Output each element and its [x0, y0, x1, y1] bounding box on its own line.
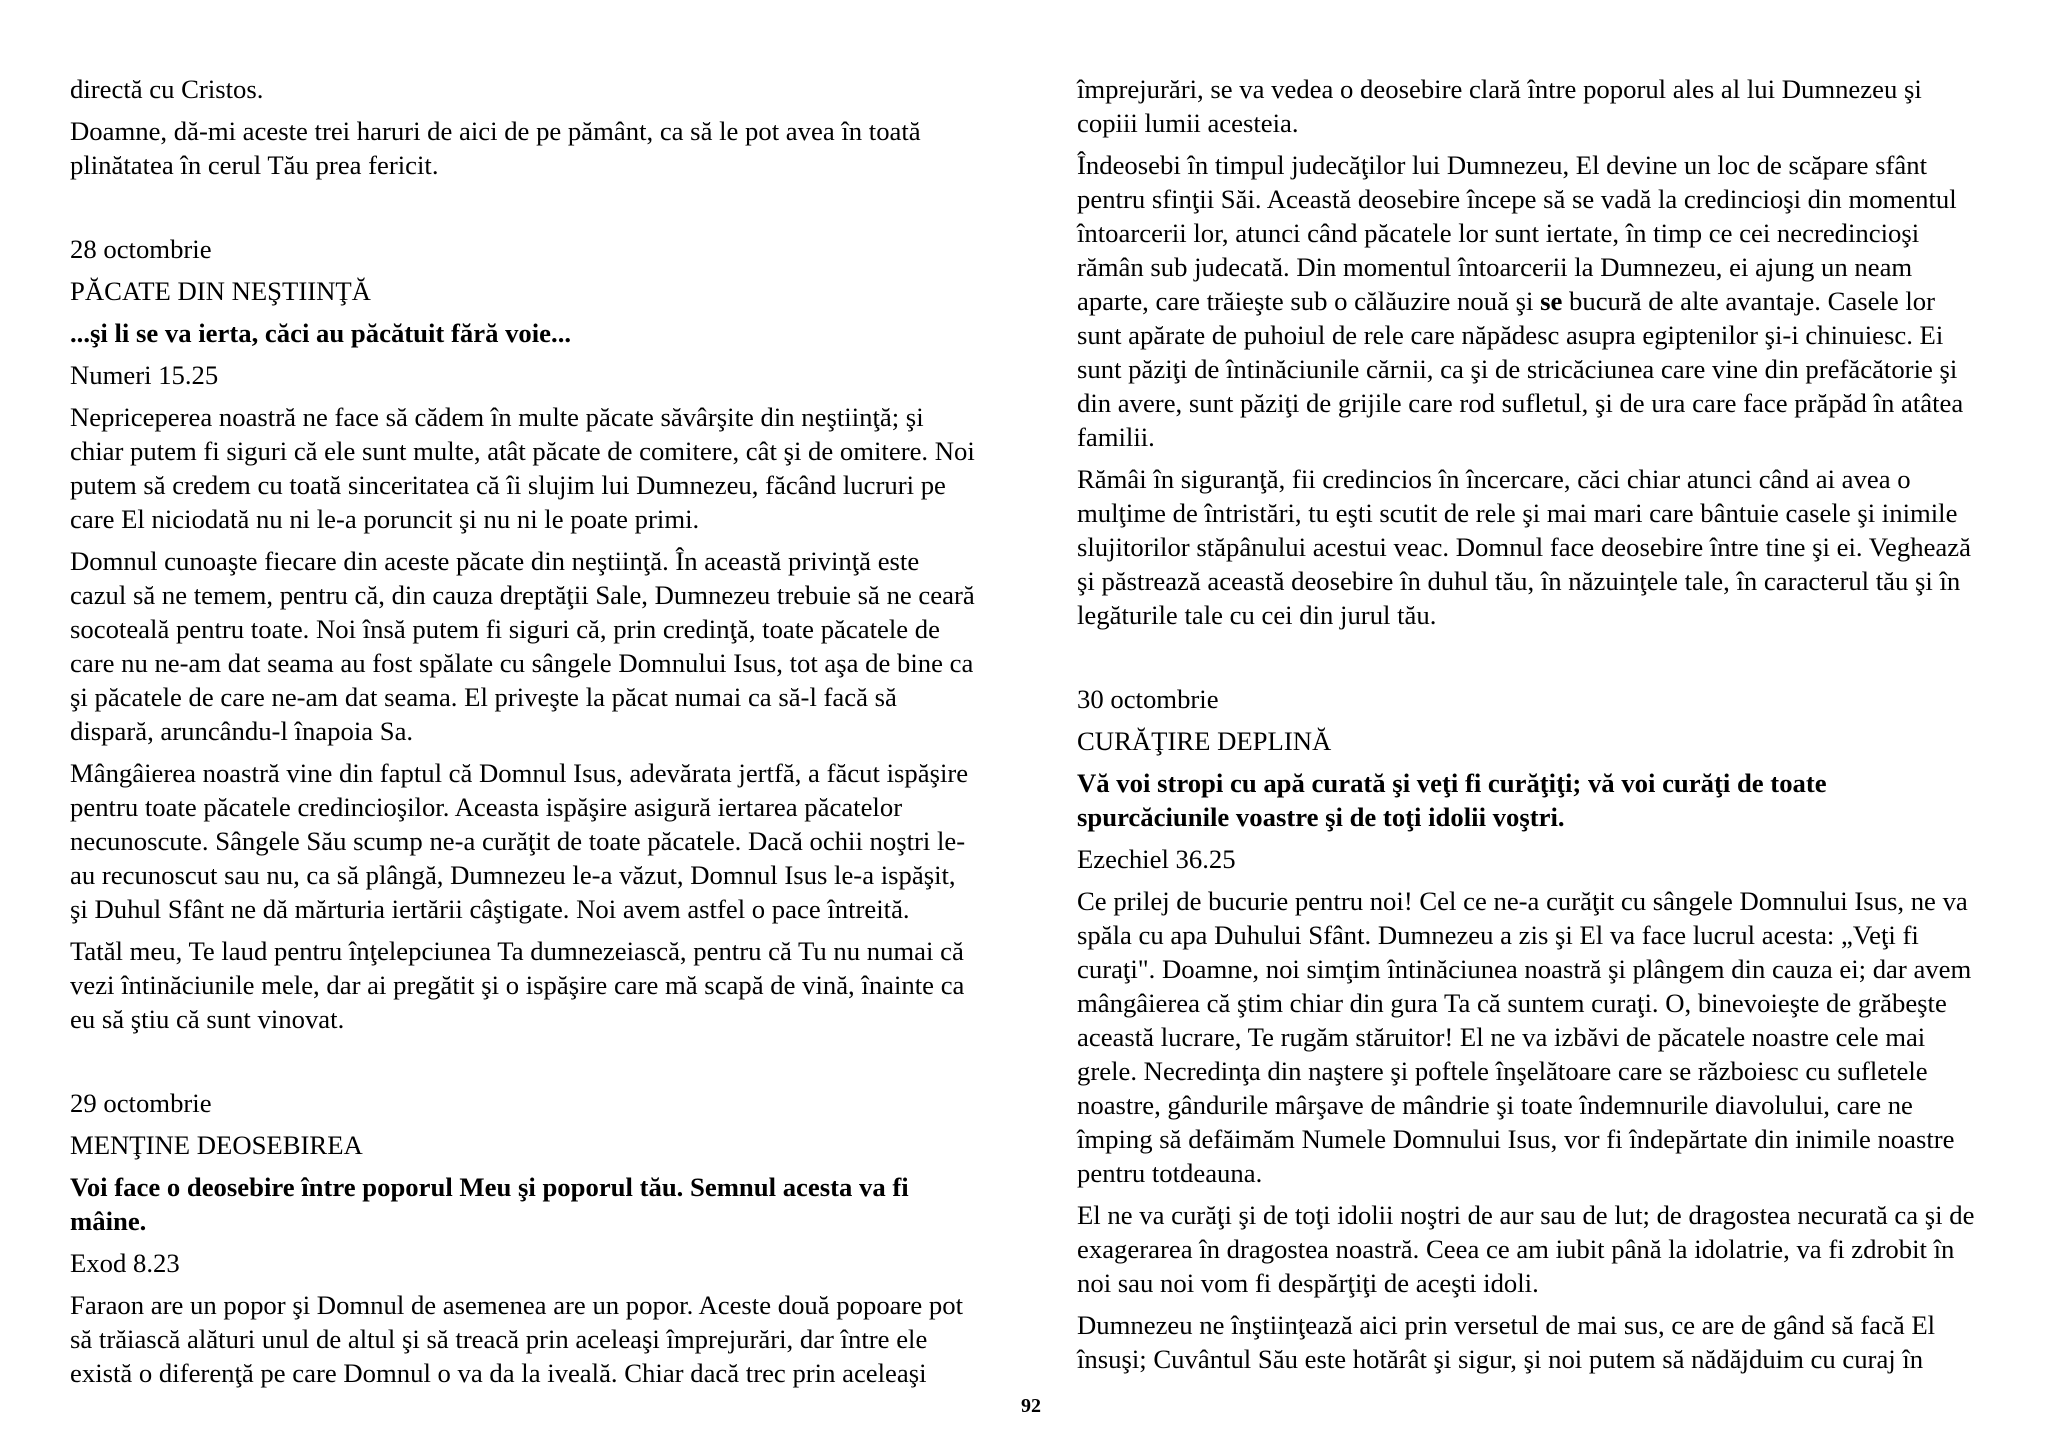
scripture-reference: Ezechiel 36.25: [1077, 844, 1236, 874]
closing-prayer: Doamne, dă-mi aceste trei haruri de aici de pe pământ, ca să le pot avea în toată plinătatea în cerul Tău prea fericit.: [70, 116, 921, 180]
body-paragraph: Dumnezeu ne înştiinţează aici prin versetul de mai sus, ce are de gând să facă El însuşi; Cuvântul Său este hotărât şi sigur, şi noi putem să nădăjduim cu curaj în: [1077, 1310, 1936, 1374]
continued-paragraph: directă cu Cristos.: [70, 74, 264, 104]
entry-date: 28 octombrie: [70, 234, 212, 264]
body-paragraph: Ce prilej de bucurie pentru noi! Cel ce ne-a curăţit cu sângele Domnului Isus, ne va spăla cu apa Duhului Sfânt. Dumnezeu a zis şi El va face lucrul acesta: „Veţi fi curaţi". Doamne, noi simţim întinăciunea noastră şi plângem din cauza ei; dar avem mângâierea că ştim chiar din gura Ta că suntem curaţi. O, binevoieşte de grăbeşte această lucrare, Te rugăm stăruitor! El ne va izbăvi de păcatele noastre cele mai grele. Necredinţa din naştere şi poftele înşelătoare care se războiesc cu sufletele noastre, gândurile mârşave de mândrie şi toate îndemnurile diavolului, care ne împing să defăimăm Numele Domnului Isus, vor fi îndepărtate din inimile noastre pentru totdeauna.: [1077, 886, 1972, 1188]
devotional-entry-30-october: [1077, 682, 2032, 1376]
entry-title: MENŢINE DEOSEBIREA: [70, 1130, 363, 1160]
scripture-verse: Vă voi stropi cu apă curată şi veţi fi curăţiţi; vă voi curăţi de toate spurcăciunile voastre şi de toţi idolii voştri.: [1077, 768, 1827, 832]
entry-date: 30 octombrie: [1077, 684, 1219, 714]
entry-title: PĂCATE DIN NEŞTIINŢĂ: [70, 276, 371, 306]
section-spacer: [70, 190, 1010, 224]
scripture-verse: Voi face o deosebire între poporul Meu şi poporul tău. Semnul acesta va fi mâine.: [70, 1172, 909, 1236]
entry-title: CURĂŢIRE DEPLINĂ: [1077, 726, 1332, 756]
emphasized-word: se: [1540, 286, 1563, 316]
section-spacer: [70, 1044, 1010, 1078]
body-paragraph: Nepriceperea noastră ne face să cădem în multe păcate săvârşite din neştiinţă; şi chiar putem fi siguri că ele sunt multe, atât păcate de comitere, cât şi de omitere. Noi putem să credem cu toată sinceritatea că îi slujim lui Dumnezeu, făcând lucruri pe care El niciodată nu ni le-a poruncit şi nu ni le poate primi.: [70, 402, 975, 534]
devotional-entry-29-october-continued: [1077, 72, 2032, 632]
body-paragraph: [1077, 148, 2032, 454]
body-paragraph: împrejurări, se va vedea o deosebire clară între poporul ales al lui Dumnezeu şi copiii lumii acesteia.: [1077, 74, 1922, 138]
left-column: [70, 72, 1010, 1398]
page-number: 92: [1021, 1395, 1041, 1417]
scripture-verse: ...şi li se va ierta, căci au păcătuit fără voie...: [70, 318, 572, 348]
body-paragraph: Domnul cunoaşte fiecare din aceste păcate din neştiinţă. În această privinţă este cazul să ne temem, pentru că, din cauza dreptăţii Sale, Dumnezeu trebuie să ne ceară socoteală pentru toate. Noi însă putem fi siguri că, prin credinţă, toate păcatele de care nu ne-am dat seama au fost spălate cu sângele Domnului Isus, tot aşa de bine ca şi păcatele de care ne-am dat seama. El priveşte la păcat numai ca să-l facă să dispară, aruncându-l înapoia Sa.: [70, 546, 975, 746]
section-spacer: [1077, 640, 2032, 674]
body-paragraph: Faraon are un popor şi Domnul de asemenea are un popor. Aceste două popoare pot să trăiască alături unul de altul şi să treacă prin aceleaşi împrejurări, dar între ele există o diferenţă pe care Domnul o va da la iveală. Chiar dacă trec prin aceleaşi: [70, 1290, 964, 1388]
body-paragraph: Rămâi în siguranţă, fii credincios în încercare, căci chiar atunci când ai avea o mulţime de întristări, tu eşti scutit de rele şi mai mari care bântuie casele şi inimile slujitorilor stăpânului acestui veac. Domnul face deosebire între tine şi ei. Veghează şi păstrează această deosebire în duhul tău, în năzuinţele tale, în caracterul tău şi în legăturile tale cu cei din jurul tău.: [1077, 464, 1971, 630]
entry-date: 29 octombrie: [70, 1088, 212, 1118]
devotional-entry-28-october: [70, 232, 1010, 1036]
paragraph-text: bucură de alte avantaje. Casele lor sunt apărate de puhoiul de rele care năpădesc asupra egiptenilor şi-i chinuiesc. Ei sunt păziţi de întinăciunile cărnii, ca şi de stricăciunea care vine din prefăcătorie şi din avere, sunt păziţi de grijile care rod sufletul, şi de ura care face prăpăd în atâtea familii.: [1077, 286, 1964, 452]
devotional-entry-29-october: [70, 1086, 1010, 1390]
body-paragraph: El ne va curăţi şi de toţi idolii noştri de aur sau de lut; de dragostea necurată ca şi de exagerarea în dragostea noastră. Ceea ce am iubit până la idolatrie, va fi zdrobit în noi sau noi vom fi despărţiţi de aceşti idoli.: [1077, 1200, 1975, 1298]
prayer-paragraph: Tatăl meu, Te laud pentru înţelepciunea Ta dumnezeiască, pentru că Tu nu numai că vezi întinăciunile mele, dar ai pregătit şi o ispăşire care mă scapă de vină, înainte ca eu să ştiu că sunt vinovat.: [70, 936, 965, 1034]
body-paragraph: Mângâierea noastră vine din faptul că Domnul Isus, adevărata jertfă, a făcut ispăşire pentru toate păcatele credincioşilor. Aceasta ispăşire asigură iertarea păcatelor necunoscute. Sângele Său scump ne-a curăţit de toate păcatele. Dacă ochii noştri le- au recunoscut sau nu, ca să plângă, Dumnezeu le-a văzut, Domnul Isus le-a ispăşit, şi Duhul Sfânt ne dă mărturia iertării câştigate. Noi avem astfel o pace întreită.: [70, 758, 969, 924]
scripture-reference: Exod 8.23: [70, 1248, 180, 1278]
right-column: [1077, 72, 2032, 1384]
paragraph-text: Îndeosebi în timpul judecăţilor lui Dumnezeu, El devine un loc de scăpare sfânt pentru sfinţii Săi. Această deosebire începe să se vadă la credincioşi din momentul întoarcerii lor, atunci când păcatele lor sunt iertate, în timp ce cei necredincioşi rămân sub judecată. Din momentul întoarcerii la Dumnezeu, ei ajung un neam aparte, care trăieşte sub o călăuzire nouă şi: [1077, 150, 1957, 316]
scripture-reference: Numeri 15.25: [70, 360, 219, 390]
